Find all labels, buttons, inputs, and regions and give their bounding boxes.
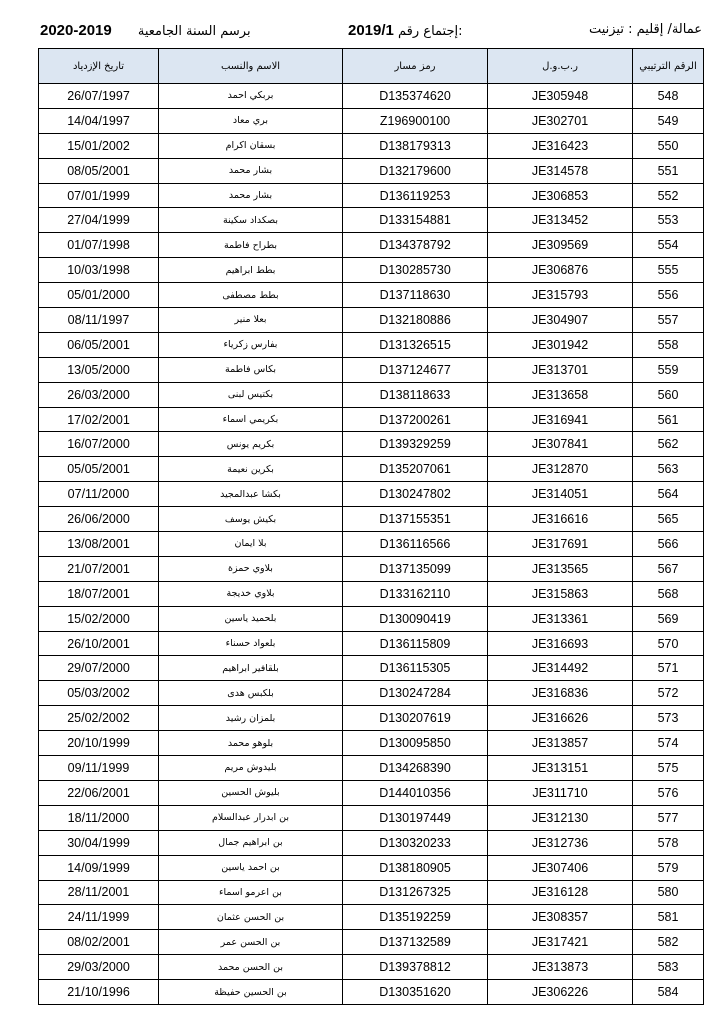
cin-cell: JE317421: [488, 930, 633, 955]
name-cell: بلا ايمان: [159, 532, 343, 557]
serial-cell: 583: [633, 955, 704, 980]
cin-cell: JE316693: [488, 631, 633, 656]
name-cell: بعلا منير: [159, 308, 343, 333]
serial-cell: 573: [633, 706, 704, 731]
name-cell: بربكي احمد: [159, 84, 343, 109]
name-cell: بن اعرمو اسماء: [159, 880, 343, 905]
massar-cell: Z196900100: [343, 108, 488, 133]
birth-date-cell: 07/01/1999: [39, 183, 159, 208]
name-cell: بن الحسين حفيظة: [159, 980, 343, 1005]
name-cell: بن الحسن عمر: [159, 930, 343, 955]
name-cell: بن ابدرار عبدالسلام: [159, 805, 343, 830]
birth-date-cell: 26/10/2001: [39, 631, 159, 656]
serial-cell: 580: [633, 880, 704, 905]
massar-cell: D137118630: [343, 283, 488, 308]
birth-date-cell: 08/05/2001: [39, 158, 159, 183]
table-header: [39, 49, 704, 84]
birth-date-cell: 13/08/2001: [39, 532, 159, 557]
meeting-number-label: إجتماع رقم:: [398, 24, 463, 39]
serial-cell: 550: [633, 133, 704, 158]
cin-cell: JE313701: [488, 357, 633, 382]
serial-cell: 575: [633, 756, 704, 781]
massar-cell: D134378792: [343, 233, 488, 258]
birth-date-cell: 30/04/1999: [39, 830, 159, 855]
name-cell: بلاوي خديجة: [159, 581, 343, 606]
birth-date-cell: 05/05/2001: [39, 457, 159, 482]
table-row: [39, 84, 704, 109]
massar-cell: D136115809: [343, 631, 488, 656]
name-cell: بكرين نعيمة: [159, 457, 343, 482]
massar-cell: D130351620: [343, 980, 488, 1005]
col-serial: الرقم الترتيبي: [633, 49, 704, 84]
cin-cell: JE304907: [488, 308, 633, 333]
massar-cell: D137124677: [343, 357, 488, 382]
birth-date-cell: 21/10/1996: [39, 980, 159, 1005]
name-cell: بكريم يونس: [159, 432, 343, 457]
name-cell: بلاوي حمزة: [159, 556, 343, 581]
table-row: [39, 581, 704, 606]
name-cell: بليدوش مريم: [159, 756, 343, 781]
serial-cell: 551: [633, 158, 704, 183]
massar-cell: D136115305: [343, 656, 488, 681]
cin-cell: JE313857: [488, 731, 633, 756]
cin-cell: JE316626: [488, 706, 633, 731]
birth-date-cell: 20/10/1999: [39, 731, 159, 756]
cin-cell: JE306876: [488, 258, 633, 283]
cin-cell: JE312736: [488, 830, 633, 855]
table-row: [39, 482, 704, 507]
name-cell: بليوش الحسين: [159, 780, 343, 805]
serial-cell: 561: [633, 407, 704, 432]
birth-date-cell: 08/02/2001: [39, 930, 159, 955]
cin-cell: JE313361: [488, 606, 633, 631]
serial-cell: 579: [633, 855, 704, 880]
region-label: عمالة/ إقليم : تيزنيت: [588, 22, 702, 37]
table-row: [39, 507, 704, 532]
table-row: [39, 855, 704, 880]
birth-date-cell: 13/05/2000: [39, 357, 159, 382]
massar-cell: D130285730: [343, 258, 488, 283]
name-cell: بكاس فاطمة: [159, 357, 343, 382]
cin-cell: JE306853: [488, 183, 633, 208]
serial-cell: 560: [633, 382, 704, 407]
massar-cell: D131267325: [343, 880, 488, 905]
name-cell: بن الحسن محمد: [159, 955, 343, 980]
table-row: [39, 880, 704, 905]
table-row: [39, 233, 704, 258]
birth-date-cell: 05/01/2000: [39, 283, 159, 308]
massar-cell: D139329259: [343, 432, 488, 457]
serial-cell: 558: [633, 332, 704, 357]
birth-date-cell: 26/07/1997: [39, 84, 159, 109]
table-row: [39, 183, 704, 208]
name-cell: بري معاد: [159, 108, 343, 133]
massar-cell: D138179313: [343, 133, 488, 158]
table-row: [39, 756, 704, 781]
serial-cell: 559: [633, 357, 704, 382]
birth-date-cell: 08/11/1997: [39, 308, 159, 333]
birth-date-cell: 15/02/2000: [39, 606, 159, 631]
serial-cell: 572: [633, 681, 704, 706]
birth-date-cell: 14/09/1999: [39, 855, 159, 880]
birth-date-cell: 09/11/1999: [39, 756, 159, 781]
cin-cell: JE312130: [488, 805, 633, 830]
table-row: [39, 208, 704, 233]
name-cell: بطراح فاطمة: [159, 233, 343, 258]
name-cell: بكيش يوسف: [159, 507, 343, 532]
table-row: [39, 681, 704, 706]
massar-cell: D135192259: [343, 905, 488, 930]
massar-cell: D131326515: [343, 332, 488, 357]
cin-cell: JE309569: [488, 233, 633, 258]
birth-date-cell: 01/07/1998: [39, 233, 159, 258]
cin-cell: JE313658: [488, 382, 633, 407]
serial-cell: 566: [633, 532, 704, 557]
name-cell: بن الحسن عثمان: [159, 905, 343, 930]
cin-cell: JE316616: [488, 507, 633, 532]
name-cell: بسقان اكرام: [159, 133, 343, 158]
birth-date-cell: 22/06/2001: [39, 780, 159, 805]
academic-year-value: 2020-2019: [40, 22, 112, 39]
massar-cell: D132179600: [343, 158, 488, 183]
massar-cell: D132180886: [343, 308, 488, 333]
massar-cell: D137200261: [343, 407, 488, 432]
serial-cell: 557: [633, 308, 704, 333]
table-row: [39, 980, 704, 1005]
serial-cell: 548: [633, 84, 704, 109]
serial-cell: 569: [633, 606, 704, 631]
cin-cell: JE306226: [488, 980, 633, 1005]
col-name: الاسم والنسب: [159, 49, 343, 84]
serial-cell: 568: [633, 581, 704, 606]
massar-cell: D138118633: [343, 382, 488, 407]
serial-cell: 555: [633, 258, 704, 283]
cin-cell: JE314492: [488, 656, 633, 681]
birth-date-cell: 26/03/2000: [39, 382, 159, 407]
birth-date-cell: 17/02/2001: [39, 407, 159, 432]
massar-cell: D137132589: [343, 930, 488, 955]
cin-cell: JE308357: [488, 905, 633, 930]
cin-cell: JE307841: [488, 432, 633, 457]
massar-cell: D133154881: [343, 208, 488, 233]
table-row: [39, 258, 704, 283]
serial-cell: 576: [633, 780, 704, 805]
birth-date-cell: 06/05/2001: [39, 332, 159, 357]
massar-cell: D136116566: [343, 532, 488, 557]
serial-cell: 549: [633, 108, 704, 133]
table-row: [39, 158, 704, 183]
massar-cell: D130090419: [343, 606, 488, 631]
massar-cell: D130247284: [343, 681, 488, 706]
table-row: [39, 830, 704, 855]
col-cin: ر.ب.و.ل: [488, 49, 633, 84]
table-row: [39, 955, 704, 980]
massar-cell: D134268390: [343, 756, 488, 781]
serial-cell: 577: [633, 805, 704, 830]
cin-cell: JE301942: [488, 332, 633, 357]
table-row: [39, 780, 704, 805]
name-cell: بشار محمد: [159, 183, 343, 208]
serial-cell: 556: [633, 283, 704, 308]
table-row: [39, 606, 704, 631]
table-row: [39, 332, 704, 357]
massar-cell: D130320233: [343, 830, 488, 855]
name-cell: بطط مصطفى: [159, 283, 343, 308]
cin-cell: JE313873: [488, 955, 633, 980]
cin-cell: JE317691: [488, 532, 633, 557]
massar-cell: D137155351: [343, 507, 488, 532]
birth-date-cell: 21/07/2001: [39, 556, 159, 581]
serial-cell: 581: [633, 905, 704, 930]
name-cell: بلحميد ياسين: [159, 606, 343, 631]
table-row: [39, 382, 704, 407]
academic-year: [40, 22, 251, 46]
cin-cell: JE315793: [488, 283, 633, 308]
serial-cell: 554: [633, 233, 704, 258]
birth-date-cell: 18/07/2001: [39, 581, 159, 606]
birth-date-cell: 16/07/2000: [39, 432, 159, 457]
massar-cell: D144010356: [343, 780, 488, 805]
serial-cell: 584: [633, 980, 704, 1005]
serial-cell: 567: [633, 556, 704, 581]
cin-cell: JE316836: [488, 681, 633, 706]
table-row: [39, 706, 704, 731]
table-row: [39, 432, 704, 457]
table-row: [39, 108, 704, 133]
birth-date-cell: 25/02/2002: [39, 706, 159, 731]
serial-cell: 553: [633, 208, 704, 233]
name-cell: بلقافير ابراهيم: [159, 656, 343, 681]
name-cell: بشار محمد: [159, 158, 343, 183]
cin-cell: JE305948: [488, 84, 633, 109]
name-cell: بن احمد ياسين: [159, 855, 343, 880]
massar-cell: D130197449: [343, 805, 488, 830]
serial-cell: 570: [633, 631, 704, 656]
name-cell: بكشا عبدالمجيد: [159, 482, 343, 507]
cin-cell: JE314578: [488, 158, 633, 183]
name-cell: بن ابراهيم جمال: [159, 830, 343, 855]
meeting-number: [348, 22, 463, 46]
cin-cell: JE314051: [488, 482, 633, 507]
birth-date-cell: 24/11/1999: [39, 905, 159, 930]
table-row: [39, 556, 704, 581]
massar-cell: D136119253: [343, 183, 488, 208]
serial-cell: 564: [633, 482, 704, 507]
birth-date-cell: 29/03/2000: [39, 955, 159, 980]
massar-cell: D130095850: [343, 731, 488, 756]
birth-date-cell: 10/03/1998: [39, 258, 159, 283]
cin-cell: JE311710: [488, 780, 633, 805]
cin-cell: JE302701: [488, 108, 633, 133]
table-row: [39, 905, 704, 930]
birth-date-cell: 15/01/2002: [39, 133, 159, 158]
serial-cell: 552: [633, 183, 704, 208]
birth-date-cell: 07/11/2000: [39, 482, 159, 507]
col-massar: رمز مسار: [343, 49, 488, 84]
table-row: [39, 805, 704, 830]
name-cell: بطط ابراهيم: [159, 258, 343, 283]
serial-cell: 582: [633, 930, 704, 955]
name-cell: بلكبس هدى: [159, 681, 343, 706]
birth-date-cell: 18/11/2000: [39, 805, 159, 830]
massar-cell: D130207619: [343, 706, 488, 731]
table-row: [39, 357, 704, 382]
massar-cell: D133162110: [343, 581, 488, 606]
table-row: [39, 532, 704, 557]
col-birth-date: تاريخ الإزدياد: [39, 49, 159, 84]
birth-date-cell: 28/11/2001: [39, 880, 159, 905]
table-row: [39, 731, 704, 756]
name-cell: بلوهو محمد: [159, 731, 343, 756]
table-row: [39, 656, 704, 681]
birth-date-cell: 27/04/1999: [39, 208, 159, 233]
massar-cell: D139378812: [343, 955, 488, 980]
birth-date-cell: 26/06/2000: [39, 507, 159, 532]
table-body: [39, 84, 704, 1005]
cin-cell: JE313452: [488, 208, 633, 233]
massar-cell: D138180905: [343, 855, 488, 880]
serial-cell: 562: [633, 432, 704, 457]
cin-cell: JE313565: [488, 556, 633, 581]
table-row: [39, 930, 704, 955]
birth-date-cell: 14/04/1997: [39, 108, 159, 133]
name-cell: بكريمي اسماء: [159, 407, 343, 432]
birth-date-cell: 29/07/2000: [39, 656, 159, 681]
cin-cell: JE316423: [488, 133, 633, 158]
serial-cell: 565: [633, 507, 704, 532]
table-row: [39, 133, 704, 158]
serial-cell: 578: [633, 830, 704, 855]
meeting-number-value: 2019/1: [348, 22, 394, 39]
massar-cell: D135207061: [343, 457, 488, 482]
cin-cell: JE316941: [488, 407, 633, 432]
cin-cell: JE315863: [488, 581, 633, 606]
name-cell: بكتيس لبنى: [159, 382, 343, 407]
birth-date-cell: 05/03/2002: [39, 681, 159, 706]
table-row: [39, 308, 704, 333]
massar-cell: D137135099: [343, 556, 488, 581]
table-row: [39, 631, 704, 656]
serial-cell: 563: [633, 457, 704, 482]
cin-cell: JE307406: [488, 855, 633, 880]
cin-cell: JE312870: [488, 457, 633, 482]
name-cell: بصكداد سكينة: [159, 208, 343, 233]
serial-cell: 574: [633, 731, 704, 756]
cin-cell: JE316128: [488, 880, 633, 905]
massar-cell: D130247802: [343, 482, 488, 507]
table-row: [39, 457, 704, 482]
table-row: [39, 407, 704, 432]
cin-cell: JE313151: [488, 756, 633, 781]
name-cell: بفارس زكرياء: [159, 332, 343, 357]
table-row: [39, 283, 704, 308]
header-row: [39, 49, 704, 84]
students-table: [38, 48, 704, 1005]
academic-year-label: برسم السنة الجامعية: [137, 24, 251, 39]
serial-cell: 571: [633, 656, 704, 681]
massar-cell: D135374620: [343, 84, 488, 109]
name-cell: بلعواد حسناء: [159, 631, 343, 656]
name-cell: بلمزان رشيد: [159, 706, 343, 731]
